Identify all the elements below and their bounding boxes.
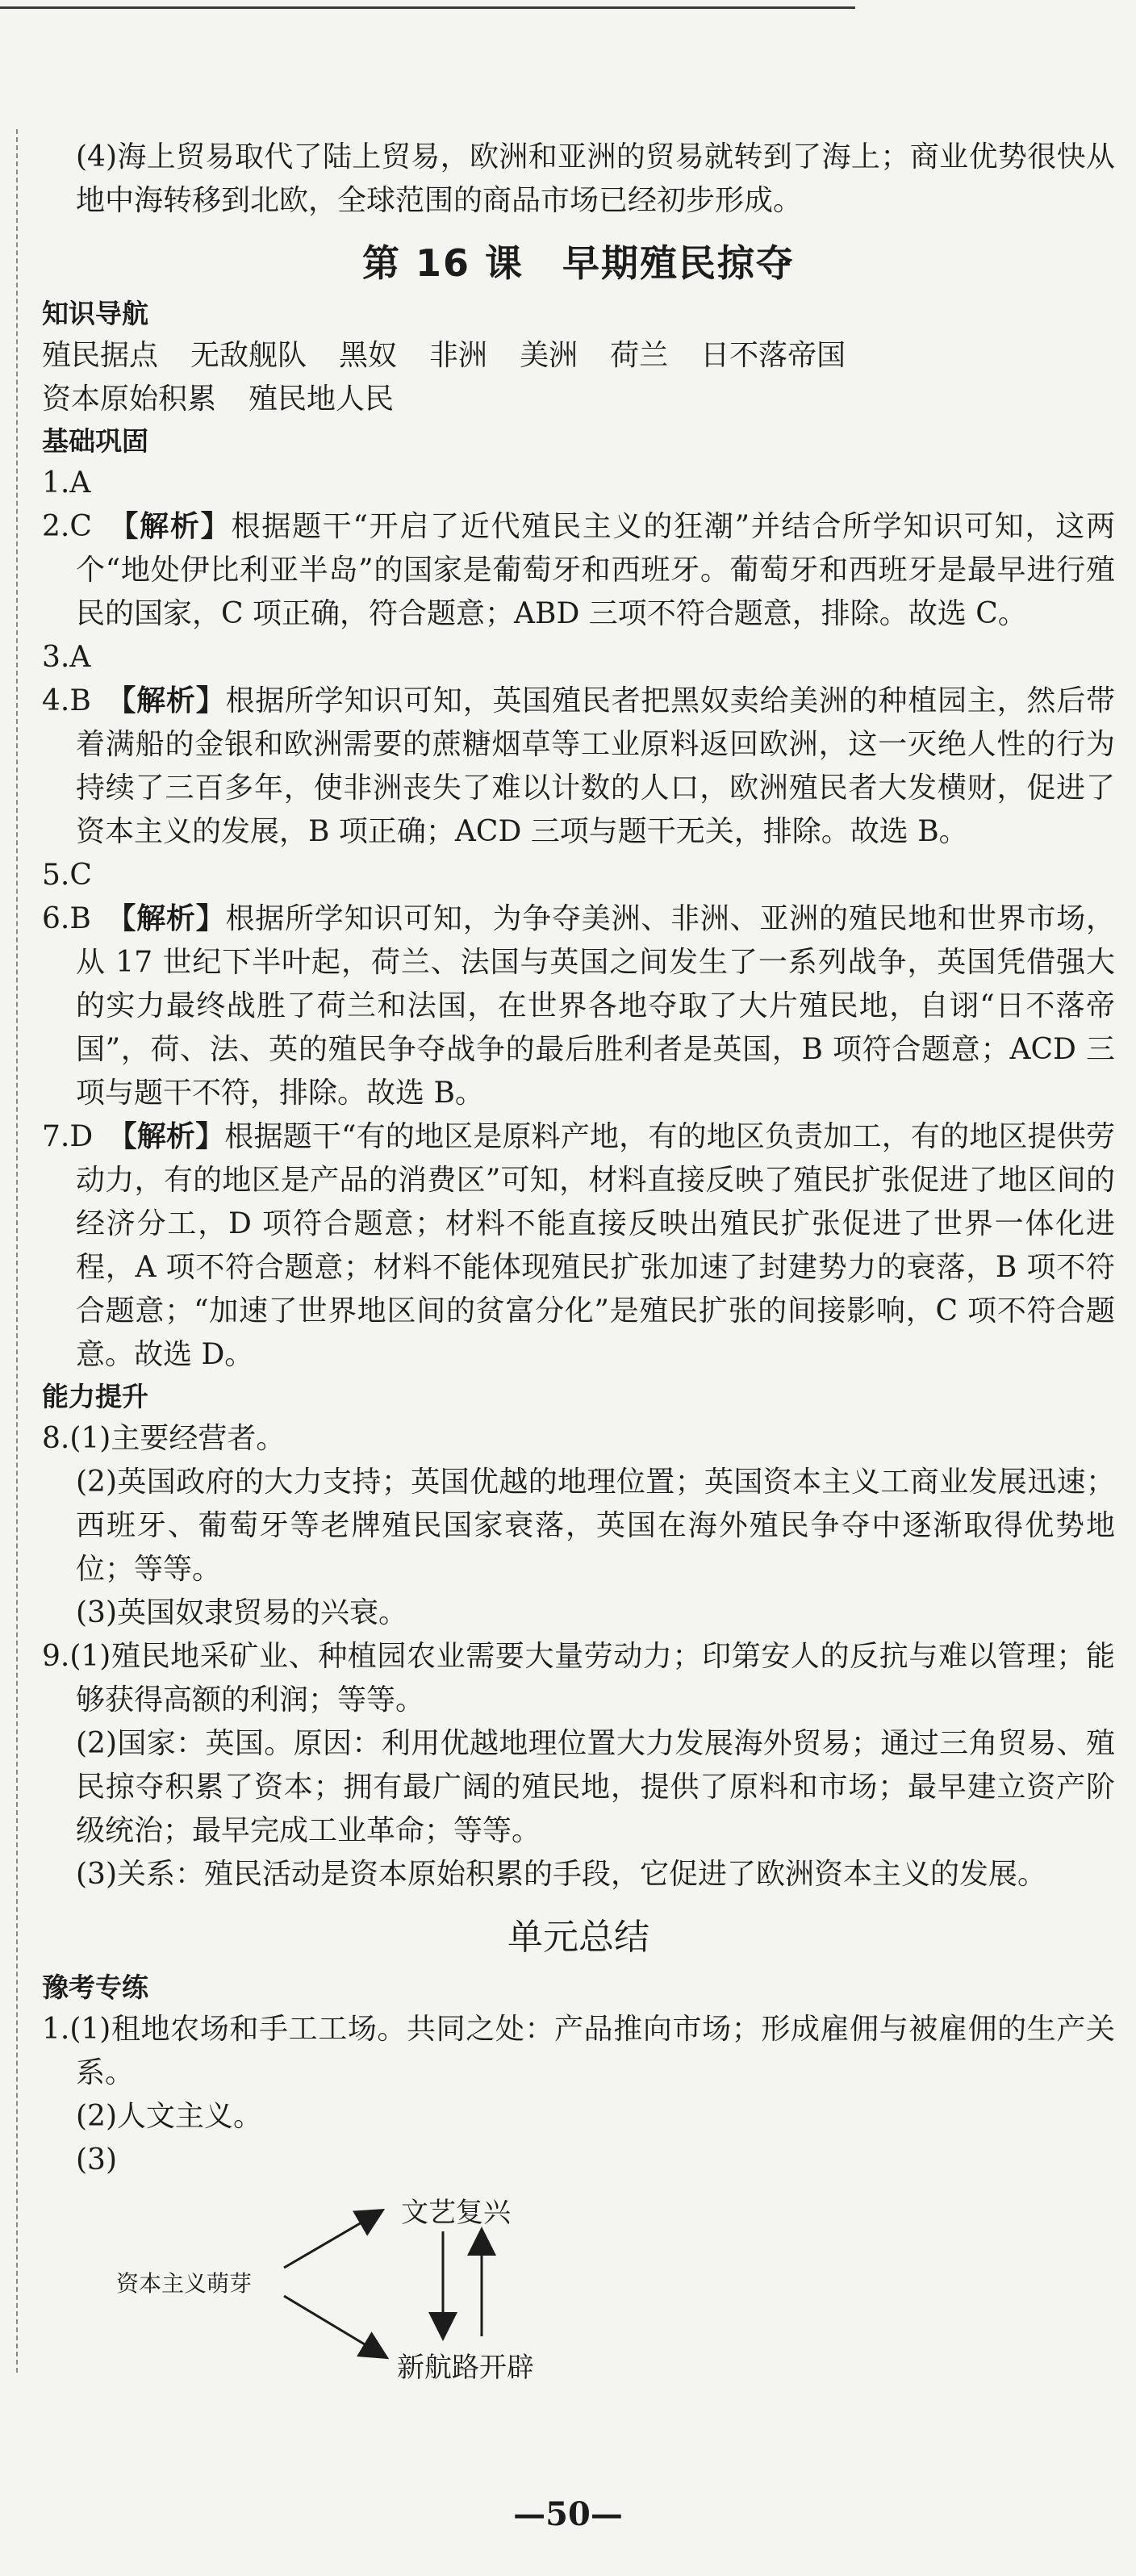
binding-dashed-line (16, 129, 19, 2373)
answer-item (42, 897, 1115, 1115)
answer-item (42, 1417, 1115, 1461)
analysis-tag: 【解析】 (122, 1120, 225, 1153)
item-number: 4.B (42, 684, 91, 717)
keyword: 殖民据点 (42, 339, 159, 372)
analysis-tag: 【解析】 (123, 510, 232, 543)
keyword: 非洲 (429, 339, 488, 372)
answer-item (42, 505, 1115, 636)
section-exam: 豫考专练 (42, 1972, 148, 2003)
diagram-node-navigation: 新航路开辟 (397, 2352, 534, 2384)
item-number: 6.B (42, 902, 91, 935)
item-number: 9. (42, 1640, 70, 1673)
keyword: 日不落帝国 (700, 339, 846, 372)
diagram-node-renaissance: 文艺复兴 (401, 2197, 511, 2229)
diagram-node-sprouts: 资本主义萌芽 (116, 2270, 253, 2297)
page-number: —50— (513, 2495, 623, 2533)
arrow-to-renaissance (284, 2211, 381, 2268)
section-knowledge: 知识导航 (42, 298, 148, 329)
item-number: 2.C (42, 510, 92, 543)
item-number: 1.A (42, 466, 91, 500)
sub-answer: (2)英国政府的大力支持；英国优越的地理位置；英国资本主义工商业发展迅速；西班牙、葡萄牙等老牌殖民国家衰落，英国在海外殖民争夺中逐渐取得优势地位；等等。 (76, 1466, 1115, 1586)
section-basic: 基础巩固 (42, 425, 148, 457)
answer-item (42, 1635, 1115, 1722)
item-explanation: 根据所学知识可知，英国殖民者把黑奴卖给美洲的种植园主，然后带着满船的金银和欧洲需要的蔗糖烟草等工业原料返回欧洲，这一灭绝人性的行为持续了三百多年，使非洲丧失了难以计数的人口，欧洲殖民者大发横财，促进了资本主义的发展，B 项正确；ACD 三项与题干无关，排除。故选 B。 (76, 684, 1115, 848)
analysis-tag: 【解析】 (121, 684, 226, 717)
answer-item (42, 462, 1115, 505)
unit-summary-title: 单元总结 (507, 1917, 649, 1958)
keyword: 黑奴 (339, 339, 398, 372)
sub-answer: (3)英国奴隶贸易的兴衰。 (76, 1596, 407, 1629)
sub-answer: (2)国家：英国。原因：利用优越地理位置大力发展海外贸易；通过三角贸易、殖民掠夺积累了资本；拥有最广阔的殖民地，提供了原料和市场；最早建立资产阶级统治；最早完成工业革命；等等。 (76, 1727, 1115, 1847)
lesson-title: 第 16 课 早期殖民掠夺 (361, 241, 796, 285)
answer-item (42, 854, 1115, 897)
keyword: 荷兰 (610, 339, 669, 372)
arrow-to-navigation (284, 2296, 385, 2356)
item-explanation: 根据所学知识可知，为争夺美洲、非洲、亚洲的殖民地和世界市场，从 17 世纪下半叶起，荷兰、法国与英国之间发生了一系列战争，英国凭借强大的实力最终战胜了荷兰和法国，在世界各地夺取了大片殖民地，自诩“日不落帝国”，荷、法、英的殖民争夺战争的最后胜利者是英国，B 项符合题意；ACD 三项与题干不符，排除。故选 B。 (76, 902, 1115, 1110)
sub-answer: (2)人文主义。 (76, 2100, 262, 2133)
keyword: 无敌舰队 (190, 339, 307, 372)
item-number: 8. (42, 1422, 70, 1455)
intro-paragraph: (4)海上贸易取代了陆上贸易，欧洲和亚洲的贸易就转到了海上；商业优势很快从地中海转移到北欧，全球范围的商品市场已经初步形成。 (76, 140, 1115, 217)
item-explanation: 根据题干“开启了近代殖民主义的狂潮”并结合所学知识可知，这两个“地处伊比利亚半岛”的国家是葡萄牙和西班牙。葡萄牙和西班牙是最早进行殖民的国家，C 项正确，符合题意；ABD 三项不符合题意，排除。故选 C。 (76, 510, 1115, 630)
keyword: 资本原始积累 (42, 383, 217, 416)
answer-item (42, 680, 1115, 854)
sub-answer: (3)关系：殖民活动是资本原始积累的手段，它促进了欧洲资本主义的发展。 (76, 1858, 1046, 1891)
sub-answer: (1)殖民地采矿业、种植园农业需要大量劳动力；印第安人的反抗与难以管理；能够获得高额的利润；等等。 (69, 1640, 1115, 1717)
item-number: 1. (42, 2013, 70, 2046)
keyword: 殖民地人民 (248, 383, 395, 416)
keyword: 美洲 (520, 339, 578, 372)
top-rule (0, 6, 855, 9)
sub-answer: (1)租地农场和手工工场。共同之处：产品推向市场；形成雇佣与被雇佣的生产关系。 (69, 2013, 1115, 2089)
section-ability: 能力提升 (42, 1381, 148, 1412)
analysis-tag: 【解析】 (121, 902, 226, 935)
item-number: 7.D (42, 1120, 94, 1153)
item-number: 3.A (42, 641, 91, 674)
keywords-row-2 (42, 378, 1115, 421)
answer-item (42, 2008, 1115, 2095)
answer-item (42, 636, 1115, 680)
answer-item (42, 1115, 1115, 1377)
relationship-diagram (42, 2187, 1115, 2389)
answer-content (42, 136, 1115, 2389)
item-number: 5.C (42, 859, 92, 892)
item-explanation: 根据题干“有的地区是原料产地，有的地区负责加工，有的地区提供劳动力，有的地区是产品的消费区”可知，材料直接反映了殖民扩张促进了地区间的经济分工，D 项符合题意；材料不能直接反映出殖民扩张促进了世界一体化进程，A 项不符合题意；材料不能体现殖民扩张加速了封建势力的衰落，B 项不符合题意；“加速了世界地区间的贫富分化”是殖民扩张的间接影响，C 项不符合题意。故选 D。 (76, 1120, 1115, 1371)
sub-answer: (1)主要经营者。 (69, 1422, 286, 1455)
sub-answer: (3) (76, 2143, 117, 2177)
keywords-row-1 (42, 334, 1115, 378)
